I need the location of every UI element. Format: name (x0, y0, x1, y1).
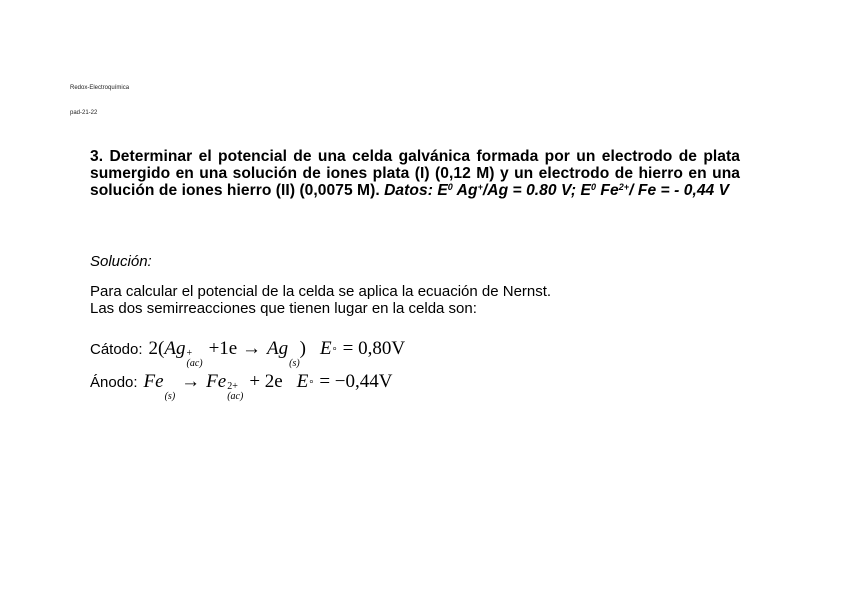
cathode-e-symbol: E (320, 338, 332, 359)
datum-2-e: E (580, 182, 591, 199)
iron-ion-state: (ac) (227, 391, 244, 402)
datum-2-fe: Fe (600, 182, 619, 199)
cathode-label: Cátodo: (90, 341, 143, 358)
iron-metal-state: (s) (164, 391, 176, 402)
problem-text: 3. Determinar el potencial de una celda galvánica formada por un electrodo de plata sumergido en una solución de iones plata (I) (0,12 M) y un electrodo de hierro en una solución de iones hierro (II) (0,0075 M). (90, 148, 740, 199)
anode-e-symbol: E (296, 371, 309, 392)
silver-ion-symbol: Ag (164, 338, 186, 359)
solution-paragraph-2: Las dos semirreacciones que tienen lugar en la celda son: (90, 300, 477, 317)
anode-formula (144, 371, 393, 400)
silver-ion-indices (186, 349, 202, 369)
anode-electrons: + 2e (249, 371, 283, 392)
datum-1-e: E (437, 182, 448, 199)
datum-2-fe-charge: 2+ (618, 182, 630, 192)
silver-metal-indices (289, 349, 300, 369)
datum-2-value: / Fe = - 0,44 V (629, 182, 730, 199)
anode-potential-value: = −0,44V (319, 371, 393, 392)
cathode-standard-mark: ° (332, 346, 337, 357)
datos-block (384, 182, 729, 199)
cathode-close-paren: ) (299, 338, 306, 359)
anode-label: Ánodo: (90, 374, 138, 391)
datum-1-value: /Ag = 0.80 V; (482, 182, 577, 199)
header-topic: Redox-Electroquímica (70, 85, 130, 91)
datum-1-ag-charge: + (477, 182, 483, 192)
silver-ion-state: (ac) (186, 358, 203, 369)
iron-ion-indices (227, 382, 243, 402)
iron-metal-indices (165, 382, 176, 402)
solution-label: Solución: (90, 253, 152, 270)
silver-metal-state: (s) (289, 358, 300, 369)
cathode-electrons: +1e → (208, 338, 261, 359)
iron-ion-symbol: Fe (206, 371, 227, 392)
datum-1-sup: 0 (447, 182, 453, 192)
cathode-formula (149, 338, 406, 367)
header-code: pad-21-22 (70, 110, 98, 116)
anode-standard-mark: ° (309, 379, 314, 390)
iron-ion-charge: 2+ (227, 381, 238, 392)
iron-metal-symbol: Fe (143, 371, 164, 392)
cathode-equation (90, 338, 405, 368)
cathode-coefficient: 2( (148, 338, 165, 359)
datos-label: Datos: (384, 182, 433, 199)
silver-metal-symbol: Ag (267, 338, 289, 359)
datum-1-ag: Ag (456, 182, 478, 199)
anode-equation (90, 371, 392, 401)
solution-paragraph-1: Para calcular el potencial de la celda se aplica la ecuación de Nernst. (90, 283, 552, 300)
silver-ion-charge: + (186, 348, 193, 359)
cathode-potential-value: = 0,80V (342, 338, 406, 359)
datum-2-sup: 0 (590, 182, 597, 192)
anode-arrow: → (181, 371, 201, 392)
problem-statement (90, 148, 740, 199)
